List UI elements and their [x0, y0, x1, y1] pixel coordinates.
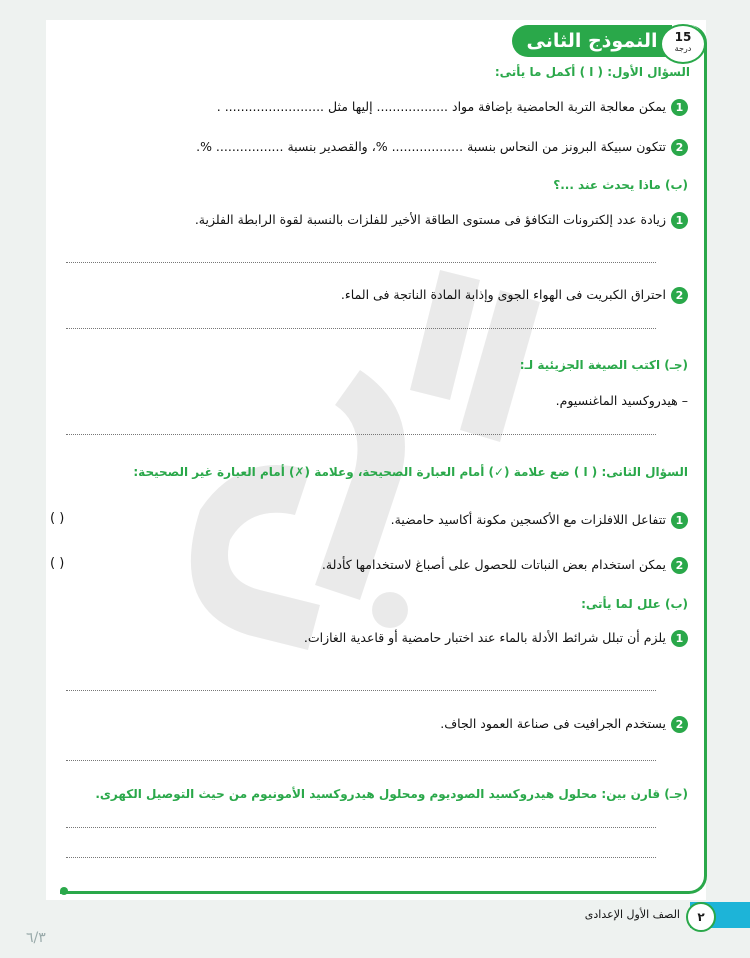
item-number: 2	[671, 716, 688, 733]
answer-line[interactable]	[66, 827, 656, 828]
item-number: 1	[671, 512, 688, 529]
corner-note: ٦/٣	[26, 930, 46, 946]
grade-value: 15	[674, 30, 692, 44]
item-text: يستخدم الجرافيت فى صناعة العمود الجاف.	[440, 716, 666, 731]
answer-box[interactable]: ( )	[50, 556, 65, 571]
frame-dot	[60, 887, 68, 895]
section1-sub-b-item-1	[195, 212, 688, 229]
item-number: 2	[671, 287, 688, 304]
section2-sub-b-heading: (ب) علل لما يأتى:	[581, 597, 688, 611]
page-number: ٢	[686, 902, 716, 932]
answer-line[interactable]	[66, 690, 656, 691]
item-text: زيادة عدد إلكترونات التكافؤ فى مستوى الطاقة الأخير للفلزات بالنسبة لقوة الرابطة الفلزية.	[194, 212, 666, 227]
section1-item-2	[196, 139, 688, 156]
item-number: 1	[671, 630, 688, 647]
section2-heading: السؤال الثانى: ( ا ) ضع علامة (✓) أمام العبارة الصحيحة، وعلامة (✗) أمام العبارة غير الصحيحة:	[133, 465, 688, 479]
section2-sub-b-item-1	[304, 630, 688, 647]
section2-item-1	[391, 512, 688, 529]
section2-sub-b-item-2	[440, 716, 688, 733]
item-number: 2	[671, 557, 688, 574]
section1-item-1	[217, 99, 688, 116]
grade-badge	[660, 24, 706, 64]
section1-sub-c-heading: (جـ) اكتب الصيغة الجزيئية لـ:	[519, 358, 688, 372]
item-text: احتراق الكبريت فى الهواء الجوى وإذابة المادة الناتجة فى الماء.	[340, 287, 666, 302]
answer-box[interactable]: ( )	[50, 511, 65, 526]
item-text: تتفاعل اللافلزات مع الأكسجين مكونة أكاسيد حامضية.	[390, 512, 666, 527]
section1-sub-b-item-2	[341, 287, 688, 304]
answer-line[interactable]	[66, 760, 656, 761]
section2-sub-c-heading: (جـ) قارن بين: محلول هيدروكسيد الصوديوم ومحلول هيدروكسيد الأمونيوم من حيث التوصيل الكهرى.	[95, 787, 688, 801]
section1-heading: السؤال الأول: ( ا ) أكمل ما يأتى:	[494, 65, 690, 79]
item-text: يمكن استخدام بعض النباتات للحصول على أصباغ لاستخدامها كأدلة.	[321, 557, 666, 572]
item-number: 1	[671, 99, 688, 116]
section1-sub-c-item: – هيدروكسيد الماغنسيوم.	[555, 393, 688, 408]
item-text: تتكون سبيكة البرونز من النحاس بنسبة .................. %، والقصدير بنسبة ................. %.	[196, 139, 666, 154]
answer-line[interactable]	[66, 262, 656, 263]
item-text: يلزم أن تبلل شرائط الأدلة بالماء عند اختبار حامضية أو قاعدية الغازات.	[303, 630, 666, 645]
section1-sub-b-heading: (ب) ماذا يحدث عند ...؟	[553, 178, 688, 192]
item-number: 2	[671, 139, 688, 156]
section2-item-2	[322, 557, 688, 574]
item-number: 1	[671, 212, 688, 229]
answer-line[interactable]	[66, 328, 656, 329]
answer-line[interactable]	[66, 857, 656, 858]
answer-line[interactable]	[66, 434, 656, 435]
item-text: يمكن معالجة التربة الحامضية بإضافة مواد .................. إليها مثل ......................... .	[216, 99, 666, 114]
model-title-tab: النموذج الثانى	[512, 25, 672, 57]
grade-unit: درجة	[674, 44, 692, 53]
footer-class-label: الصف الأول الإعدادى	[584, 908, 680, 921]
